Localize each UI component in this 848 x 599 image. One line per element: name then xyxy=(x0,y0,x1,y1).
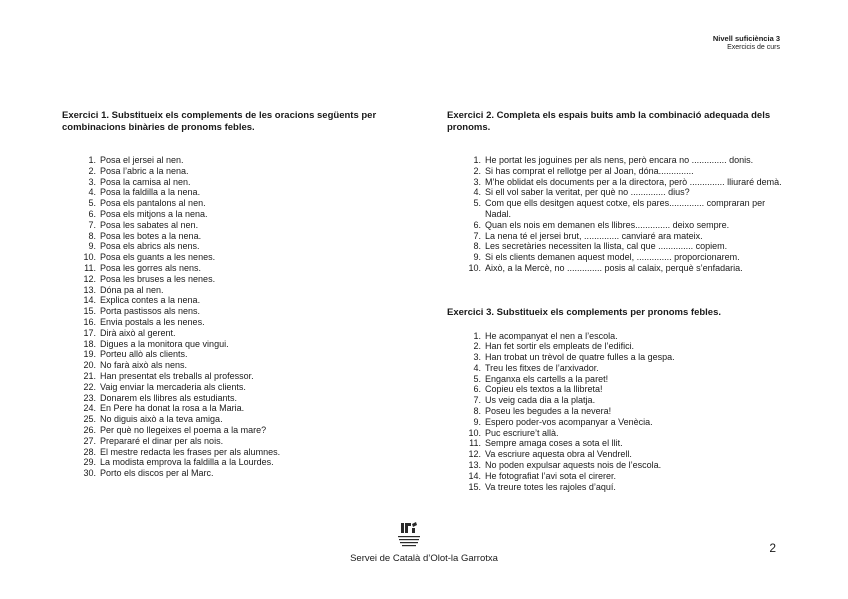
list-item xyxy=(463,220,787,231)
item-text: Va escriure aquesta obra al Vendrell. xyxy=(485,449,632,460)
list-item xyxy=(78,339,412,350)
item-text: Espero poder-vos acompanyar a Venècia. xyxy=(485,416,653,427)
item-number: 13. xyxy=(83,284,96,295)
item-text: Han fet sortir els empleats de l’edifici. xyxy=(485,341,635,352)
list-item xyxy=(463,363,787,374)
item-number: 11. xyxy=(84,262,96,273)
item-text: La modista emprova la faldilla a la Lourdes. xyxy=(100,457,274,468)
page-number: 2 xyxy=(769,541,776,555)
list-item xyxy=(463,471,787,482)
list-item xyxy=(463,252,787,263)
list-item xyxy=(78,263,412,274)
list-item xyxy=(463,177,787,188)
header-subtitle: Exercicis de curs xyxy=(727,44,780,51)
item-number: 14. xyxy=(83,295,96,306)
item-text: He acompanyat el nen a l’escola. xyxy=(485,330,618,341)
item-text: Posa les gorres als nens. xyxy=(100,262,202,273)
item-number: 26. xyxy=(83,424,96,435)
item-number: 9. xyxy=(473,416,481,427)
item-text: Digues a la monitora que vingui. xyxy=(100,338,229,349)
item-text: Treu les fitxes de l’arxivador. xyxy=(485,362,599,373)
exercise-3 xyxy=(447,307,787,492)
list-item xyxy=(463,166,787,177)
item-text: Us veig cada dia a la platja. xyxy=(485,395,596,406)
item-number: 6. xyxy=(88,208,96,219)
logo-graphic xyxy=(392,521,426,551)
item-number: 15. xyxy=(83,306,96,317)
item-number: 8. xyxy=(88,230,96,241)
exercise-1-title: Exercici 1. Substitueix els complements de les oracions següents per combinacions binàries de pronoms febles. xyxy=(62,110,377,133)
header-level-title: Nivell suficiència 3 xyxy=(712,34,780,43)
list-item xyxy=(78,241,412,252)
list-item xyxy=(78,382,412,393)
list-item xyxy=(463,395,787,406)
item-number: 10. xyxy=(468,262,481,273)
item-number: 1. xyxy=(473,330,481,341)
item-text: Posa les sabates al nen. xyxy=(100,219,199,230)
item-text: Porteu allò als clients. xyxy=(100,349,188,360)
exercise-1-list xyxy=(78,155,412,479)
item-text: Si els clients demanen aquest model, .............. proporcionarem. xyxy=(485,252,740,263)
item-text: Poseu les begudes a la nevera! xyxy=(485,406,612,417)
item-number: 3. xyxy=(473,176,481,187)
list-item xyxy=(463,417,787,428)
list-item xyxy=(463,155,787,166)
list-item xyxy=(78,457,412,468)
exercise-2 xyxy=(447,110,787,274)
list-item xyxy=(463,241,787,252)
list-item xyxy=(78,306,412,317)
item-text: Posa les bruses a les nenes. xyxy=(100,273,216,284)
item-number: 2. xyxy=(473,165,481,176)
item-text: Han trobat un trèvol de quatre fulles a la gespa. xyxy=(485,352,675,363)
item-text: El mestre redacta les frases per als alumnes. xyxy=(100,446,281,457)
item-number: 1. xyxy=(473,155,481,165)
item-number: 6. xyxy=(473,219,481,230)
list-item xyxy=(463,384,787,395)
list-item xyxy=(463,187,787,198)
list-item xyxy=(78,403,412,414)
list-item xyxy=(78,328,412,339)
item-text: Això, a la Mercè, no .............. posis al calaix, perquè s’enfadaria. xyxy=(485,262,743,273)
list-item xyxy=(78,274,412,285)
item-text: Com que ells desitgen aquest cotxe, els pares.............. compraran per Nadal. xyxy=(485,198,766,219)
item-text: Dirà això al gerent. xyxy=(100,327,176,338)
list-item xyxy=(463,428,787,439)
item-text: Han presentat els treballs al professor. xyxy=(100,370,254,381)
list-item xyxy=(78,371,412,382)
item-text: Puc escriure’t allà. xyxy=(485,427,559,438)
list-item xyxy=(78,231,412,242)
item-text: Quan els nois em demanen els llibres.............. deixo sempre. xyxy=(485,219,730,230)
item-text: No diguis això a la teva amiga. xyxy=(100,414,223,425)
list-item xyxy=(78,425,412,436)
item-number: 5. xyxy=(473,198,481,209)
list-item xyxy=(78,187,412,198)
item-number: 6. xyxy=(473,384,481,395)
list-item xyxy=(78,285,412,296)
item-number: 7. xyxy=(473,230,481,241)
item-text: En Pere ha donat la rosa a la Maria. xyxy=(100,403,245,414)
item-number: 14. xyxy=(468,470,481,481)
item-text: Per què no llegeixes el poema a la mare? xyxy=(100,424,267,435)
item-text: Prepararé el dinar per als nois. xyxy=(100,435,224,446)
list-item xyxy=(78,393,412,404)
list-item xyxy=(78,360,412,371)
item-text: Copieu els textos a la llibreta! xyxy=(485,384,603,395)
item-text: Posa les botes a la nena. xyxy=(100,230,202,241)
item-number: 4. xyxy=(473,187,481,198)
item-text: Posa els mitjons a la nena. xyxy=(100,208,208,219)
page-header xyxy=(713,34,780,52)
exercise-3-list xyxy=(463,331,787,493)
item-number: 10. xyxy=(83,252,96,263)
item-text: Porta pastissos als nens. xyxy=(100,306,201,317)
item-text: Porto els discos per al Marc. xyxy=(100,468,214,479)
item-number: 2. xyxy=(473,341,481,352)
list-item xyxy=(463,460,787,471)
item-number: 24. xyxy=(83,403,96,414)
item-number: 13. xyxy=(468,460,481,471)
item-text: Dóna pa al nen. xyxy=(100,284,164,295)
consortium-logo-icon xyxy=(392,521,426,556)
item-number: 4. xyxy=(88,187,96,198)
item-number: 27. xyxy=(83,435,96,446)
list-item xyxy=(78,220,412,231)
item-text: Posa l’abric a la nena. xyxy=(100,165,189,176)
item-text: Posa els abrics als nens. xyxy=(100,241,200,252)
item-number: 4. xyxy=(473,362,481,373)
list-item xyxy=(78,166,412,177)
list-item xyxy=(463,406,787,417)
list-item xyxy=(78,414,412,425)
item-text: Si has comprat el rellotge per al Joan, dóna.............. xyxy=(485,165,694,176)
list-item xyxy=(78,447,412,458)
list-item xyxy=(463,263,787,274)
item-number: 9. xyxy=(88,241,96,252)
item-number: 19. xyxy=(83,349,96,360)
item-text: M’he oblidat els documents per a la directora, però .............. lliuraré demà. xyxy=(485,176,782,187)
item-number: 21. xyxy=(83,370,96,381)
item-text: Posa la camisa al nen. xyxy=(100,176,191,187)
list-item xyxy=(78,349,412,360)
item-number: 20. xyxy=(83,360,96,371)
list-item xyxy=(78,295,412,306)
item-number: 25. xyxy=(83,414,96,425)
item-text: Posa el jersei al nen. xyxy=(100,155,184,165)
list-item xyxy=(463,341,787,352)
list-item xyxy=(78,252,412,263)
item-number: 22. xyxy=(83,381,96,392)
item-text: No farà això als nens. xyxy=(100,360,188,371)
item-number: 18. xyxy=(83,338,96,349)
item-number: 15. xyxy=(468,481,481,492)
item-text: Enganxa els cartells a la paret! xyxy=(485,373,609,384)
item-text: Sempre amaga coses a sota el llit. xyxy=(485,438,623,449)
item-number: 2. xyxy=(88,165,96,176)
item-text: Les secretàries necessiten la llista, cal que .............. copiem. xyxy=(485,241,728,252)
list-item xyxy=(78,317,412,328)
list-item xyxy=(78,177,412,188)
footer-service-name: Servei de Català d’Olot-la Garrotxa xyxy=(350,553,498,564)
list-item xyxy=(463,352,787,363)
exercise-1 xyxy=(62,110,412,479)
list-item xyxy=(463,438,787,449)
item-number: 9. xyxy=(473,252,481,263)
exercise-2-list xyxy=(463,155,787,274)
item-number: 1. xyxy=(88,155,96,165)
item-number: 7. xyxy=(473,395,481,406)
list-item xyxy=(78,198,412,209)
item-text: Envia postals a les nenes. xyxy=(100,316,205,327)
item-text: Si ell vol saber la veritat, per què no .............. dius? xyxy=(485,187,690,198)
item-number: 16. xyxy=(83,316,96,327)
item-number: 29. xyxy=(83,457,96,468)
item-number: 10. xyxy=(468,427,481,438)
item-text: He fotografiat l’avi sota el cirerer. xyxy=(485,470,617,481)
item-text: Vaig enviar la mercaderia als clients. xyxy=(100,381,246,392)
list-item xyxy=(78,468,412,479)
item-text: Explica contes a la nena. xyxy=(100,295,201,306)
item-text: La nena té el jersei brut, .............. canviaré ara mateix. xyxy=(485,230,703,241)
item-number: 28. xyxy=(83,446,96,457)
item-number: 5. xyxy=(473,373,481,384)
item-text: No poden expulsar aquests nois de l’escola. xyxy=(485,460,662,471)
list-item xyxy=(463,231,787,242)
list-item xyxy=(463,198,787,220)
exercise-2-title: Exercici 2. Completa els espais buits amb la combinació adequada dels pronoms. xyxy=(447,110,771,133)
list-item xyxy=(463,331,787,342)
item-number: 3. xyxy=(88,176,96,187)
item-text: He portat les joguines per als nens, però encara no .............. donis. xyxy=(485,155,754,165)
list-item xyxy=(463,449,787,460)
item-number: 30. xyxy=(83,468,96,479)
item-number: 3. xyxy=(473,352,481,363)
item-number: 23. xyxy=(83,392,96,403)
item-number: 8. xyxy=(473,241,481,252)
item-text: Posa els guants a les nenes. xyxy=(100,252,216,263)
list-item xyxy=(78,209,412,220)
item-number: 12. xyxy=(468,449,481,460)
item-number: 12. xyxy=(83,273,96,284)
list-item xyxy=(78,155,412,166)
item-text: Posa els pantalons al nen. xyxy=(100,198,206,209)
list-item xyxy=(463,374,787,385)
item-number: 5. xyxy=(88,198,96,209)
item-text: Va treure totes les rajoles d’aquí. xyxy=(485,481,616,492)
item-text: Posa la faldilla a la nena. xyxy=(100,187,201,198)
item-number: 17. xyxy=(83,327,96,338)
item-text: Donarem els llibres als estudiants. xyxy=(100,392,238,403)
item-number: 11. xyxy=(469,438,481,449)
item-number: 8. xyxy=(473,406,481,417)
list-item xyxy=(78,436,412,447)
exercise-3-title: Exercici 3. Substitueix els complements per pronoms febles. xyxy=(447,307,722,318)
list-item xyxy=(463,482,787,493)
item-number: 7. xyxy=(88,219,96,230)
